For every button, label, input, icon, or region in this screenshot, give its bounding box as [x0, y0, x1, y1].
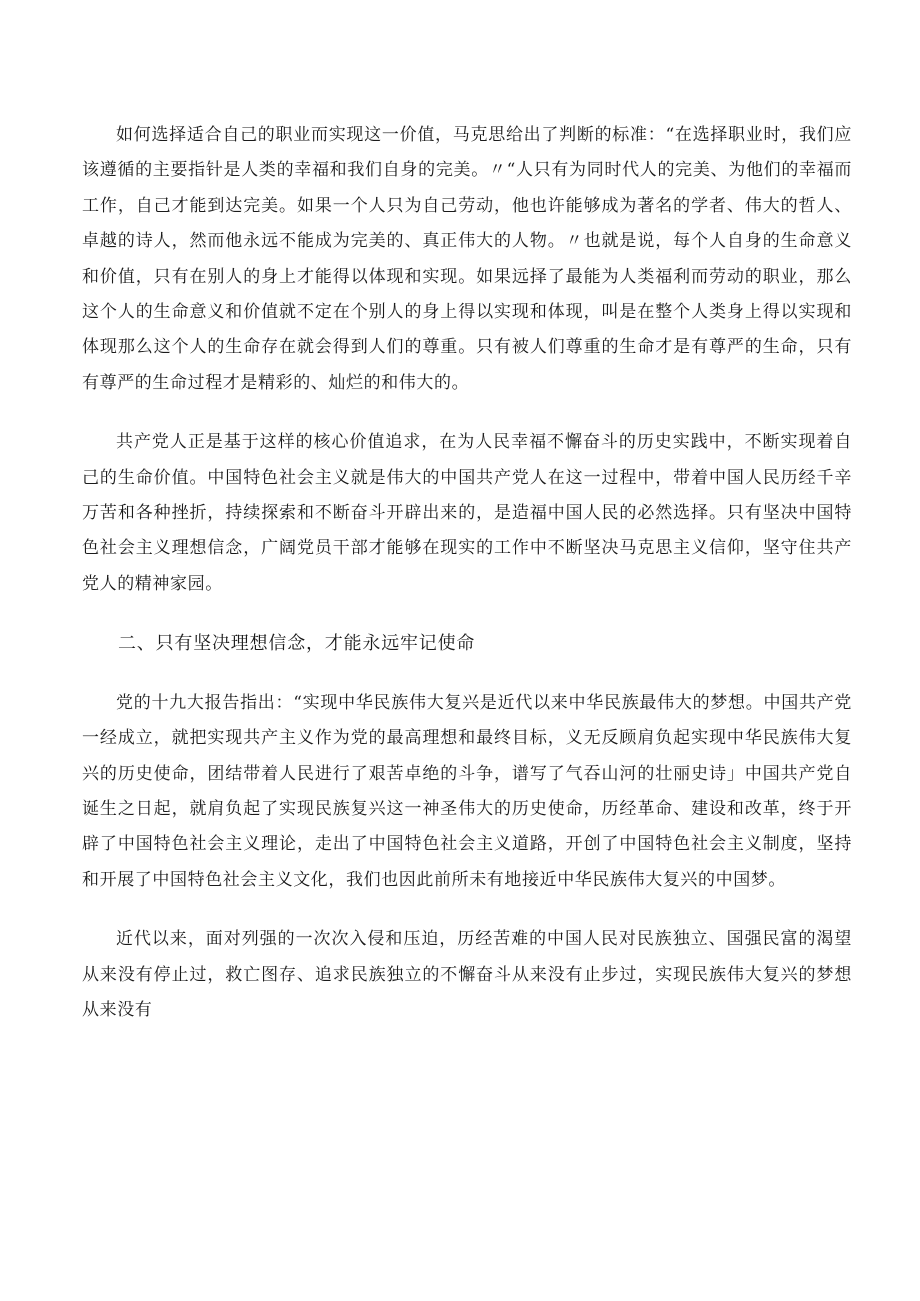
paragraph-modern-history: 近代以来，面对列强的一次次入侵和压迫，历经苦难的中国人民对民族独立、国强民富的渴望从来没有停止过，救亡图存、追求民族独立的不懈奋斗从来没有止步过，实现民族伟大复兴的梦想从来没有 [82, 929, 852, 1020]
document-body [82, 118, 852, 1052]
section-heading: 二、只有坚决理想信念，才能永远牢记使命 [118, 633, 476, 655]
paragraph-communist-values: 共产党人正是基于这样的核心价值追求，在为人民幸福不懈奋斗的历史实践中，不断实现着自己的生命价值。中国特色社会主义就是伟大的中国共产党人在这一过程中，带着中国人民历经千辛万苦和各种挫折，持续探索和不断奋斗开辟出来的，是造福中国人民的必然选择。只有坚决中国特色社会主义理想信念，广阔党员干部才能够在现实的工作中不断坚决马克思主义信仰，坚守住共产党人的精神家园。 [82, 432, 852, 594]
paragraph-career-choice: 如何选择适合自己的职业而实现这一价值，马克思给出了判断的标准：“在选择职业时，我们应该遵循的主要指针是人类的幸福和我们自身的完美。〃“人只有为同时代人的完美、为他们的幸福而工作，自己才能到达完美。如果一个人只为自己劳动，他也许能够成为著名的学者、伟大的哲人、卓越的诗人，然而他永远不能成为完美的、真正伟大的人物。〃也就是说，每个人自身的生命意义和价值，只有在别人的身上才能得以体现和实现。如果远择了最能为人类福利而劳动的职业，那么这个人的生命意义和价值就不定在个别人的身上得以实现和体现，叫是在整个人类身上得以实现和体现那么这个人的生命存在就会得到人们的尊重。只有被人们尊重的生命才是有尊严的生命，只有有尊严的生命过程才是精彩的、灿烂的和伟大的。 [82, 125, 852, 393]
paragraph-nineteenth-congress: 党的十九大报告指出：“实现中华民族伟大复兴是近代以来中华民族最伟大的梦想。中国共产党一经成立，就把实现共产主义作为党的最高理想和最终目标，义无反顾肩负起实现中华民族伟大复兴的历史使命，团结带着人民进行了艰苦卓绝的斗争，谱写了气吞山河的壮丽史诗」中国共产党自诞生之日起，就肩负起了实现民族复兴这一神圣伟大的历史使命，历经革命、建设和改革，终于开辟了中国特色社会主义理论，走出了中国特色社会主义道路，开创了中国特色社会主义制度，坚持和开展了中国特色社会主义文化，我们也因此前所未有地接近中华民族伟大复兴的中国梦。 [82, 692, 852, 890]
